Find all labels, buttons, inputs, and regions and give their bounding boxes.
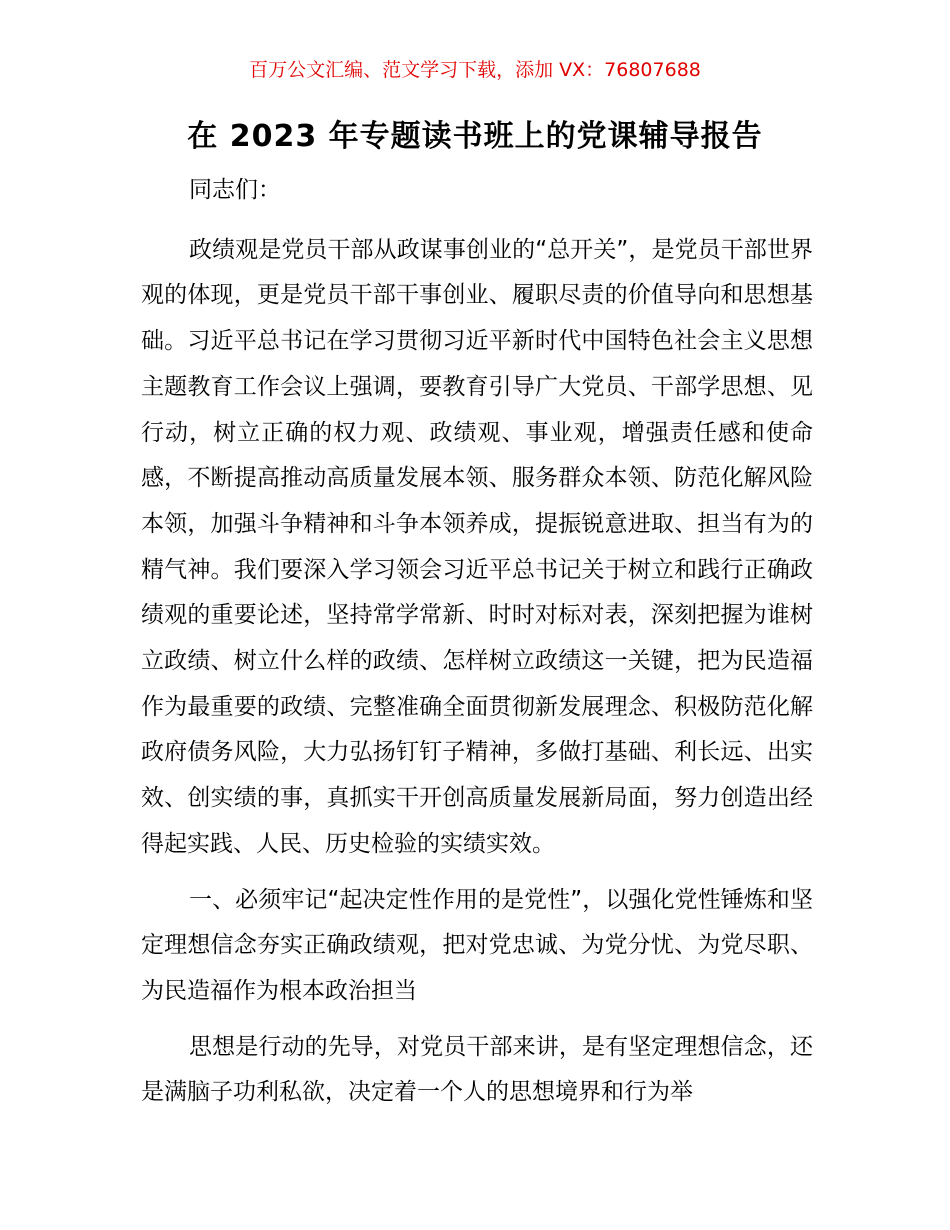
document-title: 在 2023 年专题读书班上的党课辅导报告: [187, 119, 763, 154]
paragraph-intro: 政绩观是党员干部从政谋事创业的“总开关”，是党员干部世界观的体现，更是党员干部干事创业、履职尽责的价值导向和思想基础。习近平总书记在学习贯彻习近平新时代中国特色社会主义思想主题教育工作会议上强调，要教育引导广大党员、干部学思想、见行动，树立正确的权力观、政绩观、事业观，增强责任感和使命感，不断提高推动高质量发展本领、服务群众本领、防范化解风险本领，加强斗争精神和斗争本领养成，提振锐意进取、担当有为的精气神。我们要深入学习领会习近平总书记关于树立和践行正确政绩观的重要论述，坚持常学常新、时时对标对表，深刻把握为谁树立政绩、树立什么样的政绩、怎样树立政绩这一关键，把为民造福作为最重要的政绩、完整准确全面贯彻新发展理念、积极防范化解政府债务风险，大力弘扬钉钉子精神，多做打基础、利长远、出实效、创实绩的事，真抓实干开创高质量发展新局面，努力创造出经得起实践、人民、历史检验的实绩实效。: [141, 236, 813, 857]
section-heading-1: 一、必须牢记“起决定性作用的是党性”，以强化党性锤炼和坚定理想信念夯实正确政绩观，把对党忠诚、为党分忧、为党尽职、为民造福作为根本政治担当: [141, 886, 813, 1004]
paragraph-section-1: 思想是行动的先导，对党员干部来讲，是有坚定理想信念，还是满脑子功利私欲，决定着一个人的思想境界和行为举: [141, 1033, 813, 1106]
document-body: [141, 168, 813, 1126]
header-banner: 百万公文汇编、范文学习下载，添加 VX：76807688: [249, 59, 701, 81]
salutation: 同志们：: [189, 177, 281, 203]
